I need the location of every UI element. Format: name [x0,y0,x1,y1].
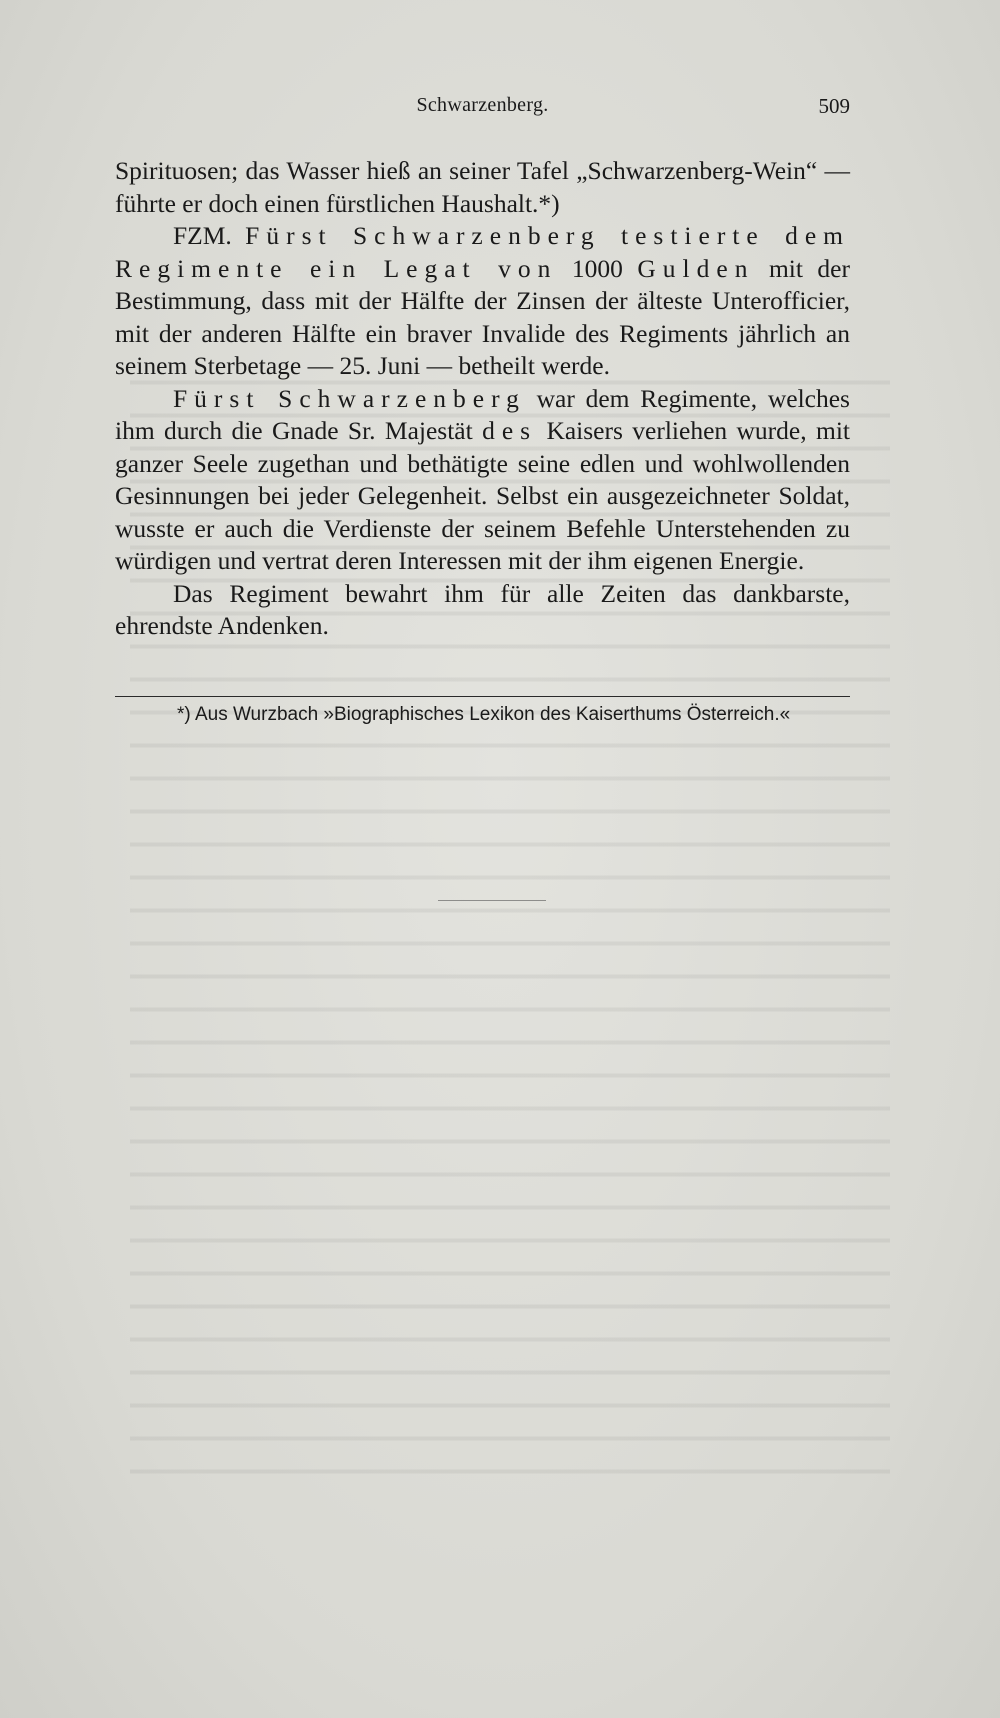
bleed-through-rule [438,900,546,901]
regiment-text-a: war dem Regimente, welches ihm durch die Gnade Sr. Majestät [115,383,850,445]
regiment-spaced-text-1: Fürst Schwarzenberg [173,383,526,413]
paragraph-andenken-text: Das Regiment bewahrt ihm für alle Zeiten das dankbarste, ehrendste Andenken. [115,578,850,640]
paragraph-spirituosen-text: Spirituosen; das Wasser hieß an seiner Tafel „Schwarzenberg-Wein“ — führte er doch einen fürstlichen Haushalt.*) [115,156,850,218]
footnote: *) Aus Wurzbach »Biographisches Lexikon des Kaiserthums Österreich.« [177,704,791,725]
legat-text-a: FZM. [173,221,246,250]
legat-spaced-text-2: Gulden [637,253,755,283]
paragraph-andenken [115,578,850,643]
legat-spaced-text-1: Fürst Schwarzenberg testierte dem Regimente ein Legat von [115,221,850,283]
running-head [115,94,850,118]
page-number: 509 [818,94,850,118]
paragraph-regiment [115,383,850,578]
paragraph-spirituosen [115,155,850,220]
legat-text-b: 1000 [557,253,638,283]
paragraph-legat [115,220,850,383]
legat-text-c: mit der Bestimmung, dass mit der Hälfte der Zinsen der älteste Unterofficier, mit der anderen Hälfte ein braver Invalide des Regiments jährlich an seinem Sterbetage — 25. Juni — betheilt werde. [115,253,850,380]
running-title: Schwarzenberg. [416,94,549,116]
regiment-text-b: Kaisers verliehen wurde, mit ganzer Seele zugethan und bethätigte seine edlen und wohlwollenden Gesinnungen bei jeder Gelegenheit. Selbst ein ausgezeichneter Soldat, wusste er auch die Verdienste der seinem Befehle Unterstehenden zu würdigen und vertrat deren Interessen mit der ihm eigenen Energie. [115,416,850,575]
regiment-spaced-text-2: des [482,416,538,445]
footnote-rule [115,696,850,697]
body-text [115,155,850,643]
